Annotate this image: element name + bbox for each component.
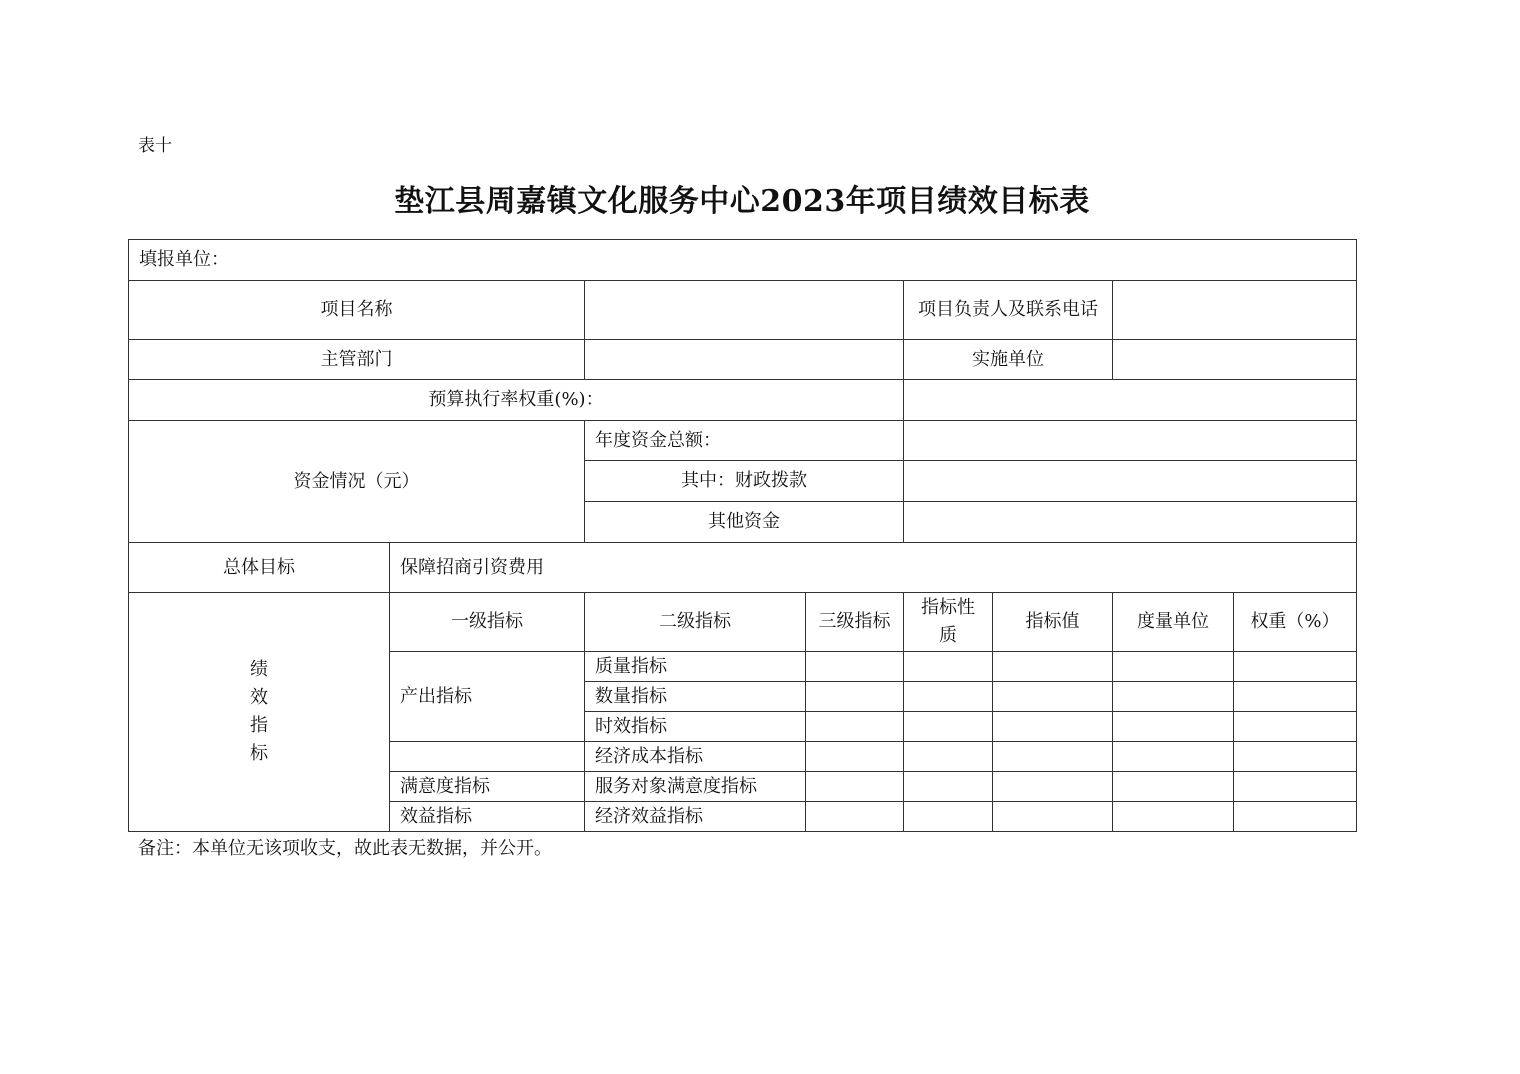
table-row [129, 340, 1357, 380]
supervising-dept-label: 主管部门 [129, 340, 585, 380]
nature-cell [904, 772, 993, 802]
weight-cell [1234, 682, 1357, 712]
table-number-label: 表十 [138, 136, 172, 156]
level3-cell [806, 742, 904, 772]
value-cell [993, 772, 1113, 802]
unit-cell [1113, 802, 1234, 832]
level2-cell: 服务对象满意度指标 [585, 772, 806, 802]
level1-cell [390, 742, 585, 772]
fiscal-allocation-value [904, 461, 1357, 502]
other-funds-label: 其他资金 [585, 502, 904, 543]
annual-total-value [904, 421, 1357, 461]
table-row [129, 281, 1357, 340]
level3-cell [806, 652, 904, 682]
reporting-unit-label: 填报单位： [129, 240, 1357, 281]
weight-cell [1234, 742, 1357, 772]
level2-cell: 经济效益指标 [585, 802, 806, 832]
page-title: 垫江县周嘉镇文化服务中心2023年项目绩效目标表 [394, 184, 1090, 219]
level1-cell: 效益指标 [390, 802, 585, 832]
value-cell [993, 742, 1113, 772]
annual-total-label: 年度资金总额： [585, 421, 904, 461]
project-contact-label: 项目负责人及联系电话 [904, 281, 1113, 340]
level3-cell [806, 772, 904, 802]
level2-cell: 数量指标 [585, 682, 806, 712]
funds-label: 资金情况（元） [129, 421, 585, 543]
header-unit: 度量单位 [1113, 593, 1234, 652]
unit-cell [1113, 712, 1234, 742]
supervising-dept-value [585, 340, 904, 380]
nature-cell [904, 712, 993, 742]
header-weight: 权重（%） [1234, 593, 1357, 652]
table-row [129, 240, 1357, 281]
level2-cell: 质量指标 [585, 652, 806, 682]
value-cell [993, 712, 1113, 742]
table-row [129, 380, 1357, 421]
value-cell [993, 802, 1113, 832]
project-contact-value [1113, 281, 1357, 340]
nature-cell [904, 742, 993, 772]
nature-cell [904, 802, 993, 832]
weight-cell [1234, 802, 1357, 832]
unit-cell [1113, 772, 1234, 802]
header-level2: 二级指标 [585, 593, 806, 652]
weight-cell [1234, 772, 1357, 802]
overall-goal-value: 保障招商引资费用 [390, 543, 1357, 593]
level1-cell: 满意度指标 [390, 772, 585, 802]
header-value: 指标值 [993, 593, 1113, 652]
nature-cell [904, 682, 993, 712]
budget-rate-value [904, 380, 1357, 421]
header-level3: 三级指标 [806, 593, 904, 652]
header-nature: 指标性质 [904, 593, 993, 652]
performance-indicators-label: 绩 效 指 标 [129, 593, 390, 832]
implementing-unit-label: 实施单位 [904, 340, 1113, 380]
level3-cell [806, 682, 904, 712]
overall-goal-label: 总体目标 [129, 543, 390, 593]
level1-cell: 产出指标 [390, 652, 585, 742]
table-header-row [129, 593, 1357, 652]
level3-cell [806, 802, 904, 832]
level2-cell: 时效指标 [585, 712, 806, 742]
nature-cell [904, 652, 993, 682]
unit-cell [1113, 652, 1234, 682]
other-funds-value [904, 502, 1357, 543]
budget-rate-label: 预算执行率权重(%)： [129, 380, 904, 421]
footnote: 备注：本单位无该项收支，故此表无数据，并公开。 [138, 838, 552, 859]
unit-cell [1113, 682, 1234, 712]
performance-target-table [128, 239, 1357, 832]
table-row [129, 543, 1357, 593]
project-name-value [585, 281, 904, 340]
unit-cell [1113, 742, 1234, 772]
project-name-label: 项目名称 [129, 281, 585, 340]
level3-cell [806, 712, 904, 742]
value-cell [993, 652, 1113, 682]
weight-cell [1234, 712, 1357, 742]
table-row [129, 421, 1357, 461]
level2-cell: 经济成本指标 [585, 742, 806, 772]
value-cell [993, 682, 1113, 712]
weight-cell [1234, 652, 1357, 682]
implementing-unit-value [1113, 340, 1357, 380]
fiscal-allocation-label: 其中：财政拨款 [585, 461, 904, 502]
header-level1: 一级指标 [390, 593, 585, 652]
